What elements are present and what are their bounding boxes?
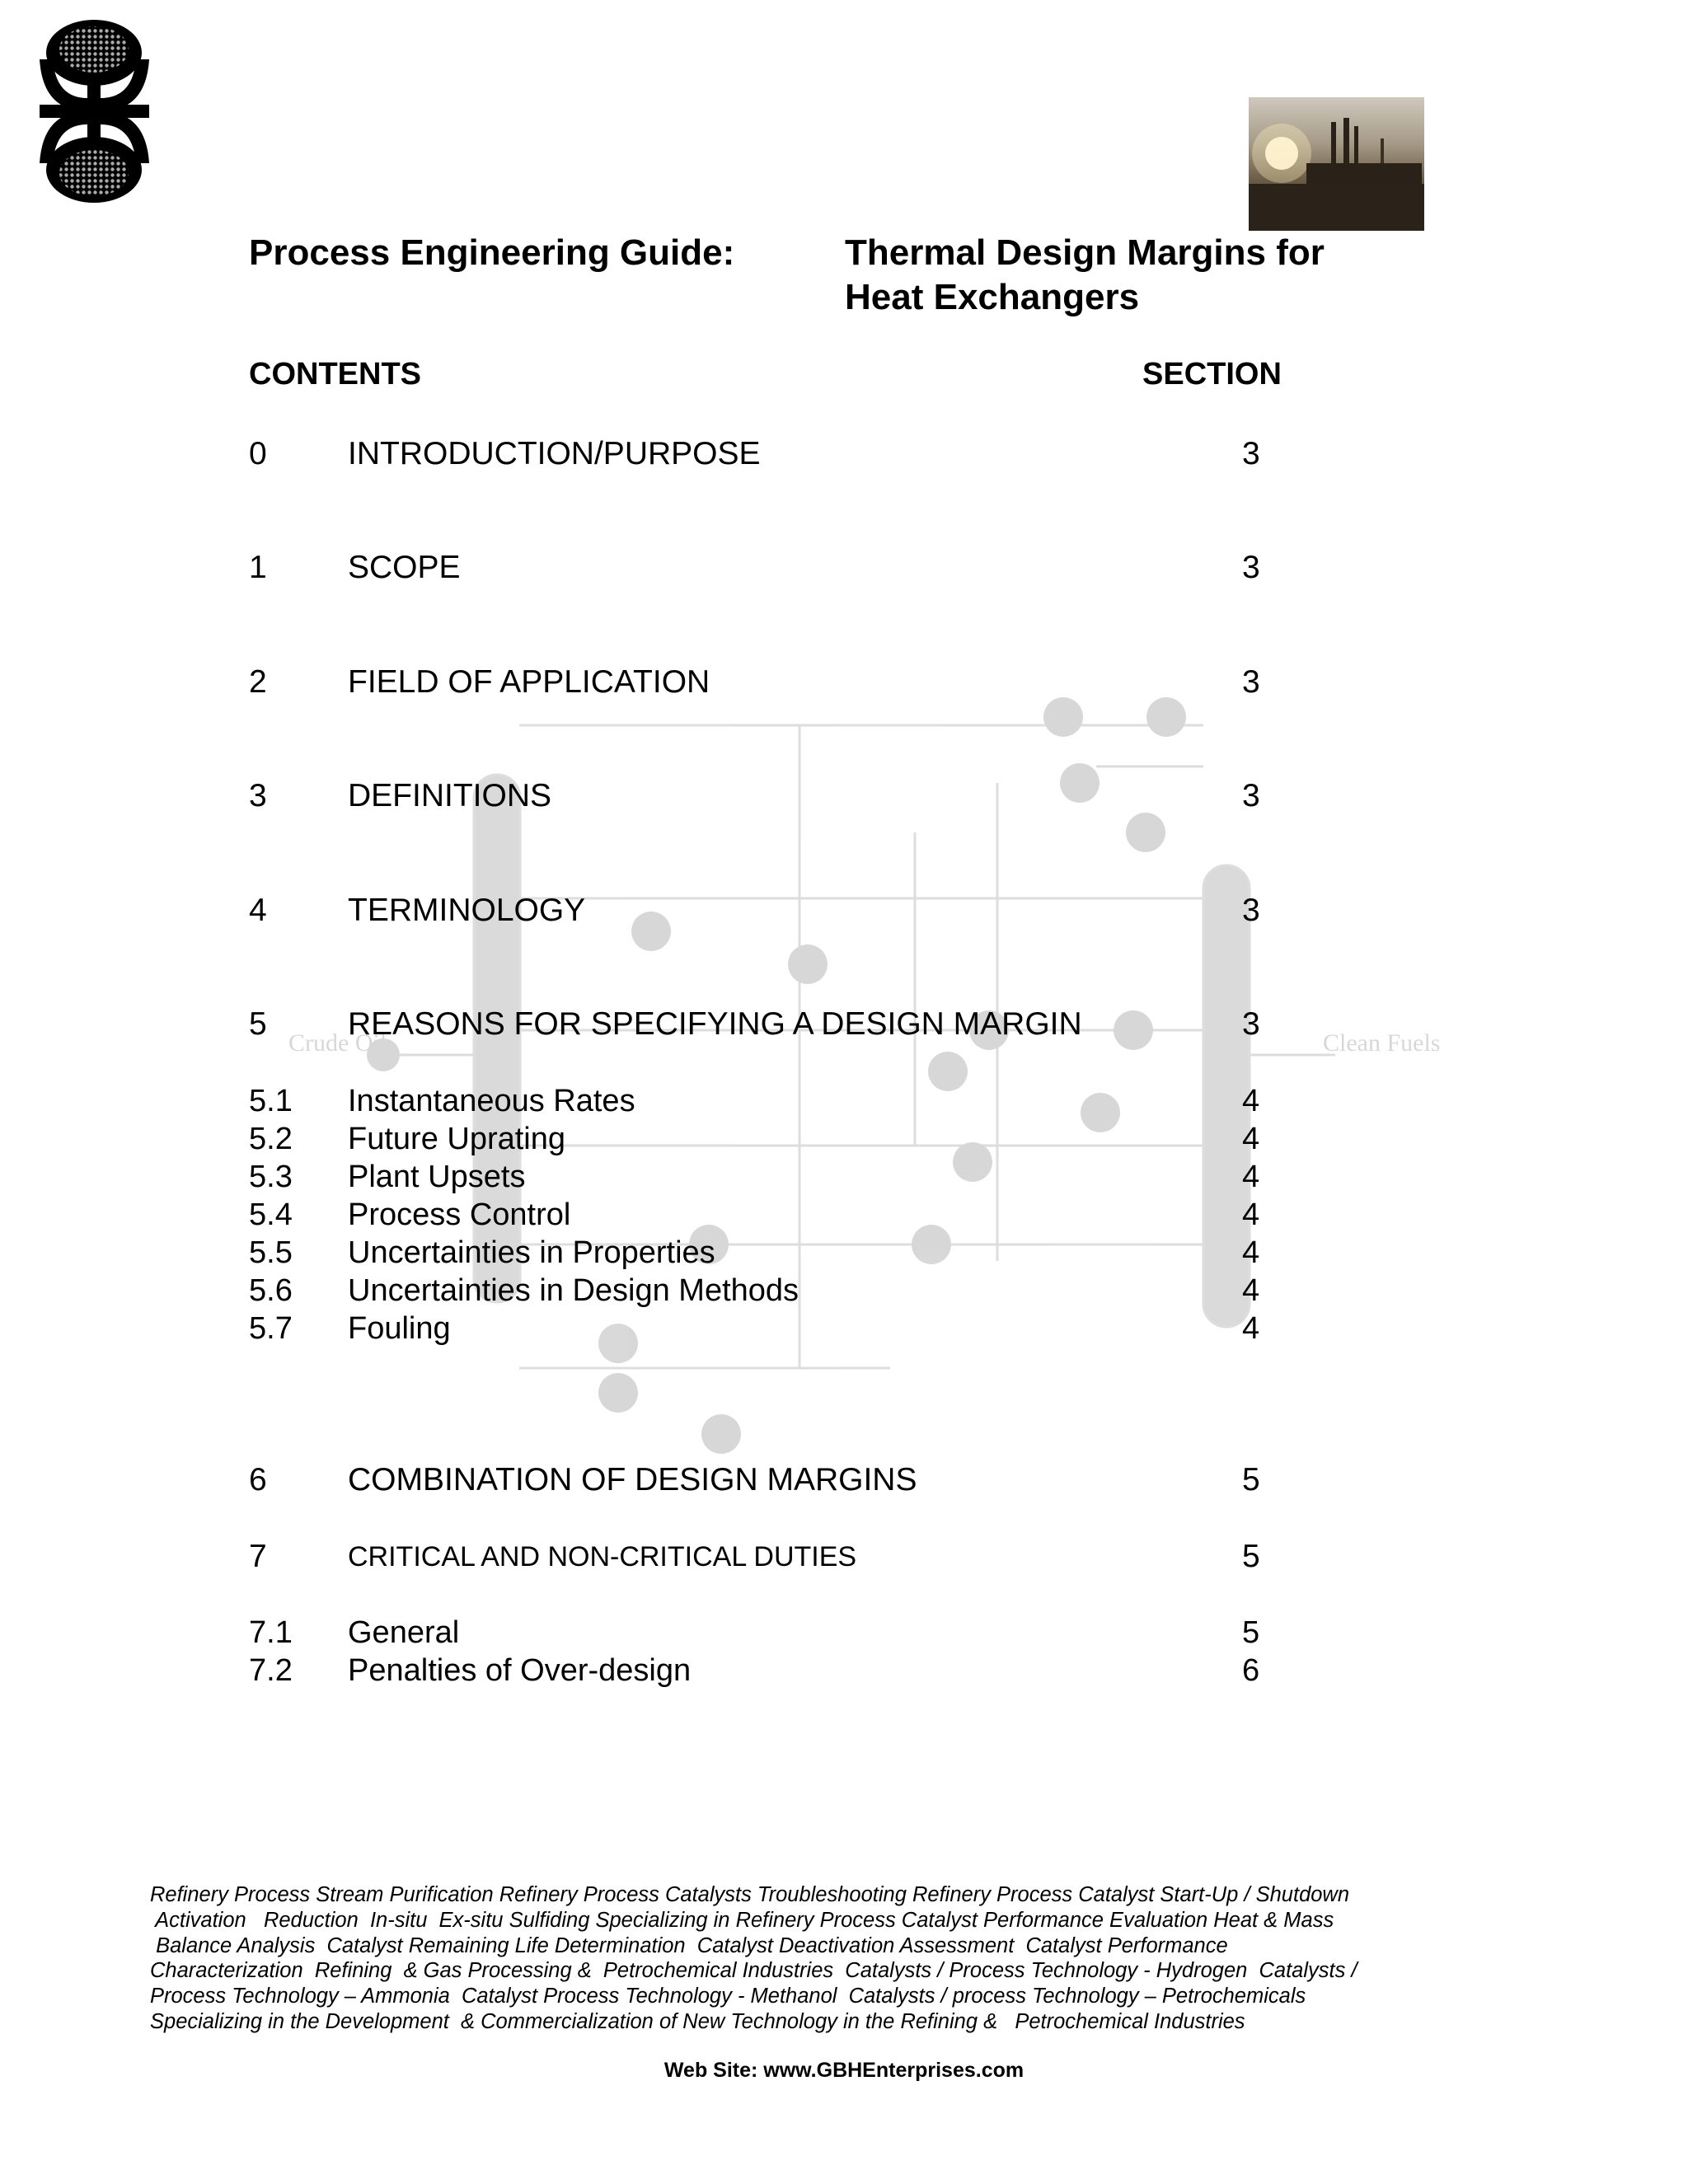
section-heading: SECTION — [1142, 357, 1282, 391]
toc-subentry[interactable] — [249, 1652, 1279, 1690]
toc-entry-page: 4 — [1242, 1122, 1260, 1156]
toc-entry-number: 3 — [249, 778, 267, 813]
toc-entry-number: 5.5 — [249, 1235, 293, 1270]
toc-entry-label: INTRODUCTION/PURPOSE — [348, 436, 761, 471]
toc-subentry[interactable] — [249, 1272, 1279, 1310]
toc-entry[interactable] — [249, 1461, 1279, 1499]
toc-entry-label: CRITICAL AND NON-CRITICAL DUTIES — [348, 1541, 857, 1572]
toc-entry-number: 5.4 — [249, 1197, 293, 1232]
toc-entry[interactable] — [249, 663, 1279, 701]
toc-entry-label: Future Uprating — [348, 1122, 566, 1156]
toc-entry-page: 3 — [1242, 436, 1260, 471]
toc-entry-page: 5 — [1242, 1615, 1260, 1650]
toc-entry-page: 5 — [1242, 1539, 1260, 1574]
toc-entry[interactable] — [249, 1005, 1279, 1043]
toc-entry-page: 3 — [1242, 778, 1260, 813]
toc-subentry[interactable] — [249, 1614, 1279, 1652]
toc-entry[interactable] — [249, 435, 1279, 473]
toc-entry-page: 3 — [1242, 550, 1260, 585]
toc-entry-number: 5.3 — [249, 1160, 293, 1194]
toc-entry-page: 3 — [1242, 893, 1260, 928]
toc-entry-number: 6 — [249, 1462, 267, 1497]
footer-services-text: Refinery Process Stream Purification Refinery Process Catalysts Troubleshooting Refinery Process Catalyst Start-Up / Shutdown Activation Reduction In-situ Ex-situ Sulfiding Specializing in Refinery Process Catalyst Performance Evaluation Heat & Mass Balance Analysis Catalyst Remaining Life Determination Catalyst Deactivation Assessment Catalyst Performance Characterization Refining & Gas Processing & Petrochemical Industries Catalysts / Process Technology - Hydrogen Catalysts / Process Technology – Ammonia Catalyst Process Technology - Methanol Catalysts / process Technology – Petrochemicals Specializing in the Development & Commercialization of New Technology in the Refining & Petrochemical Industries — [150, 1883, 1357, 2033]
toc-entry-page: 4 — [1242, 1273, 1260, 1308]
toc-entry-number: 7.1 — [249, 1615, 293, 1650]
toc-entry-page: 4 — [1242, 1235, 1260, 1270]
toc-entry-label: General — [348, 1615, 460, 1650]
contents-heading: CONTENTS — [249, 357, 421, 391]
guide-label: Process Engineering Guide: — [249, 232, 735, 273]
toc-subentry[interactable] — [249, 1196, 1279, 1234]
toc-entry-page: 3 — [1242, 1006, 1260, 1042]
toc-entry-label: Instantaneous Rates — [348, 1084, 635, 1118]
toc-entry-number: 0 — [249, 436, 267, 471]
toc-entry[interactable] — [249, 549, 1279, 587]
toc-entry-number: 5.7 — [249, 1311, 293, 1346]
toc-entry-number: 2 — [249, 664, 267, 700]
toc-subentry[interactable] — [249, 1120, 1279, 1158]
toc-entry[interactable] — [249, 892, 1279, 930]
toc-entry-label: Plant Upsets — [348, 1160, 526, 1194]
toc-entry-label: FIELD OF APPLICATION — [348, 664, 710, 700]
toc-entry-page: 4 — [1242, 1197, 1260, 1232]
toc-entry-number: 5.1 — [249, 1084, 293, 1118]
toc-entry-label: SCOPE — [348, 550, 461, 585]
toc-entry-number: 5 — [249, 1006, 267, 1042]
toc-entry-label: COMBINATION OF DESIGN MARGINS — [348, 1462, 917, 1497]
watermark-clean-label: Clean Fuels — [1323, 1029, 1441, 1057]
toc-entry-number: 5.2 — [249, 1122, 293, 1156]
document-title — [845, 231, 1405, 320]
toc-entry-page: 4 — [1242, 1084, 1260, 1118]
refinery-photo — [1249, 97, 1424, 231]
toc-entry-number: 7.2 — [249, 1653, 293, 1688]
toc-entry[interactable] — [249, 1538, 1279, 1576]
footer-website-link[interactable]: Web Site: www.GBHEnterprises.com — [663, 2059, 1025, 2082]
toc-subentry[interactable] — [249, 1310, 1279, 1347]
toc-entry-number: 4 — [249, 893, 267, 928]
toc-entry-number: 1 — [249, 550, 267, 585]
toc-entry[interactable] — [249, 777, 1279, 815]
toc-entry-label: Uncertainties in Properties — [348, 1235, 715, 1270]
toc-entry-page: 4 — [1242, 1311, 1260, 1346]
toc-entry-label: TERMINOLOGY — [348, 893, 586, 928]
toc-entry-label: Penalties of Over-design — [348, 1653, 692, 1688]
toc-entry-page: 5 — [1242, 1462, 1260, 1497]
toc-entry-label: Fouling — [348, 1311, 451, 1346]
toc-entry-number: 7 — [249, 1539, 267, 1574]
toc-entry-page: 4 — [1242, 1160, 1260, 1194]
toc-entry-label: Uncertainties in Design Methods — [348, 1273, 799, 1308]
toc-subentry[interactable] — [249, 1158, 1279, 1196]
toc-entry-label: Process Control — [348, 1197, 571, 1232]
toc-entry-label: DEFINITIONS — [348, 778, 552, 813]
toc-entry-page: 6 — [1242, 1653, 1260, 1688]
toc-entry-page: 3 — [1242, 664, 1260, 700]
toc-subentry[interactable] — [249, 1082, 1279, 1120]
document-title-line2: Heat Exchangers — [845, 277, 1140, 317]
watermark-crude-label: Crude Oil — [288, 1029, 387, 1057]
toc-entry-label: REASONS FOR SPECIFYING A DESIGN MARGIN — [348, 1006, 1082, 1042]
toc-subentry[interactable] — [249, 1234, 1279, 1272]
document-title-line1: Thermal Design Margins for — [845, 232, 1325, 273]
toc-entry-number: 5.6 — [249, 1273, 293, 1308]
company-logo-icon — [35, 16, 154, 206]
